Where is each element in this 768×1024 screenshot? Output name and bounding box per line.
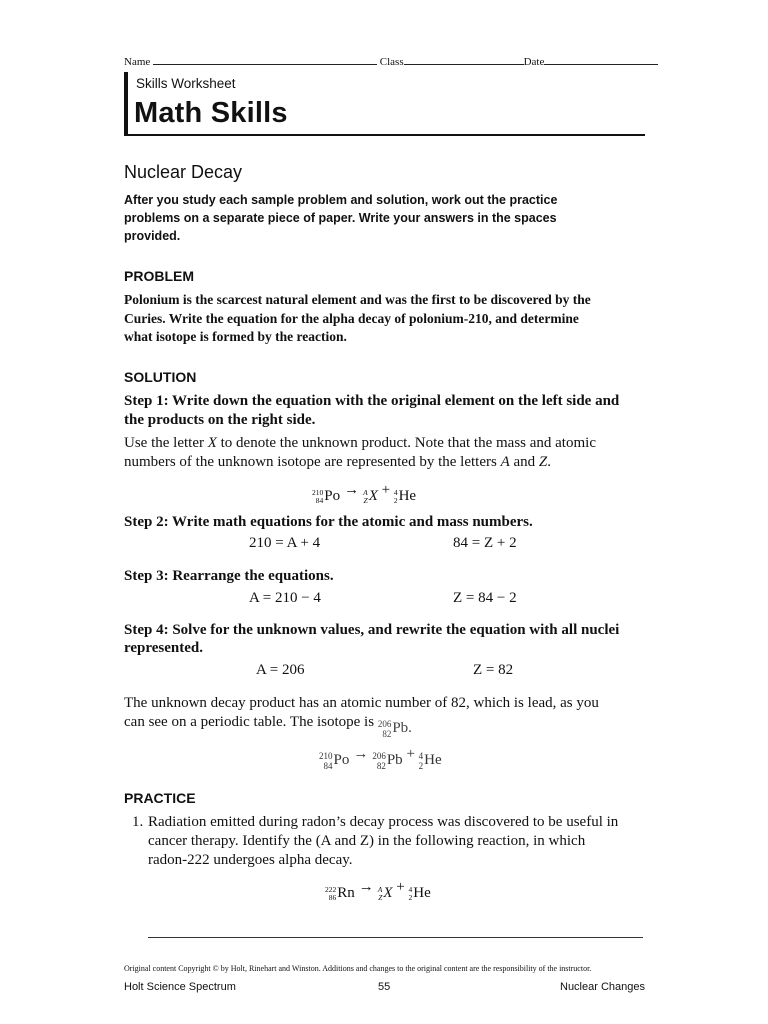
helium-nuclide: 4 2 He [393,487,417,505]
radon-nuclide: 222 86 Rn [325,884,355,902]
practice-item-1-line-1: Radiation emitted during radon’s decay process was discovered to be useful in [148,814,619,830]
lead-isotope: 206 82 Pb . [377,719,412,739]
step-2: Step 2: Write math equations for the atomic and mass numbers. [124,514,533,530]
step-1-line-1: Step 1: Write down the equation with the original element on the left side and [124,393,620,409]
step-3-equation-right: Z = 84 − 2 [453,590,517,606]
step-2-equation-left: 210 = A + 4 [249,535,321,551]
instructions-line-3: provided. [124,229,181,243]
instructions-line-2: problems on a separate piece of paper. Write your answers in the spaces [124,211,557,225]
step-1-line-2: the products on the right side. [124,412,316,428]
practice-heading: PRACTICE [124,790,196,806]
practice-item-number: 1. [132,814,144,830]
step-4-line-2: represented. [124,640,204,656]
page-number: 55 [378,981,391,993]
decay-equation-3: 222 86 Rn → A Z X + 4 2 He [325,879,431,902]
step-4-equation-left: A = 206 [256,662,305,678]
footer-chapter: Nuclear Changes [560,981,645,993]
header-fields [124,54,658,68]
title-rule [124,134,645,136]
result-line-2: can see on a periodic table. The isotope is 206 82 Pb . [124,714,412,739]
reaction-arrow: → [344,482,360,498]
problem-line-3: what isotope is formed by the reaction. [124,329,347,344]
explanation-line-1: Use the letter X to denote the unknown product. Note that the mass and atomic [124,435,596,451]
class-label: Class [379,56,404,68]
problem-heading: PROBLEM [124,268,194,284]
solution-heading: SOLUTION [124,369,197,385]
step-4-line-1: Step 4: Solve for the unknown values, and rewrite the equation with all nuclei [124,622,620,638]
date-label: Date [523,56,545,68]
page-title: Math Skills [134,97,288,129]
series-label: Skills Worksheet [136,76,236,91]
reaction-arrow: → [358,879,374,895]
decay-equation-2: 210 84 Po → 206 82 Pb + 4 2 He [319,746,442,771]
unknown-nuclide: A Z X [363,487,378,505]
practice-item-1-line-3: radon-222 undergoes alpha decay. [148,852,353,868]
problem-line-1: Polonium is the scarcest natural element and was the first to be discovered by the [124,292,591,307]
polonium-nuclide: 210 84 Po [319,751,350,771]
section-title: Nuclear Decay [124,162,243,182]
copyright-notice: Original content Copyright © by Holt, Rinehart and Winston. Additions and changes to the original content are the responsibility of the instructor. [124,964,592,973]
step-2-equation-right: 84 = Z + 2 [453,535,517,551]
name-field[interactable] [153,54,377,65]
problem-line-2: Curies. Write the equation for the alpha decay of polonium-210, and determine [124,311,579,326]
result-line-1: The unknown decay product has an atomic number of 82, which is lead, as you [124,695,599,711]
answer-line[interactable] [148,937,643,938]
polonium-nuclide: 210 84 Po [312,487,341,505]
instructions-line-1: After you study each sample problem and solution, work out the practice [124,193,558,207]
lead-nuclide: 206 82 Pb [372,751,403,771]
practice-item-1-line-2: cancer therapy. Identify the (A and Z) in the following reaction, in which [148,833,586,849]
footer-publication: Holt Science Spectrum [124,981,236,993]
class-field[interactable] [404,54,524,65]
step-3-equation-left: A = 210 − 4 [249,590,321,606]
helium-nuclide: 4 2 He [408,884,431,902]
reaction-arrow: → [353,746,369,762]
explanation-line-2: numbers of the unknown isotope are represented by the letters A and Z. [124,454,551,470]
helium-nuclide: 4 2 He [418,751,442,771]
name-label: Name [124,56,151,68]
step-3: Step 3: Rearrange the equations. [124,568,334,584]
unknown-nuclide: A Z X [377,884,393,902]
date-field[interactable] [544,54,658,65]
step-4-equation-right: Z = 82 [473,662,514,678]
title-accent-bar [124,72,128,134]
decay-equation-1: 210 84 Po → A Z X + 4 2 He [312,482,417,505]
